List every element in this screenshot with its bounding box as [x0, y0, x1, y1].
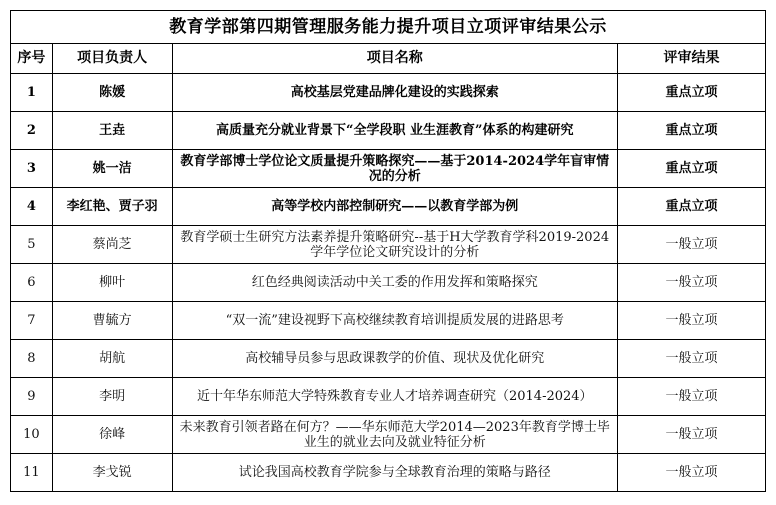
cell-project-name: 教育学部博士学位论文质量提升策略探究——基于2014-2024学年盲审情况的分析: [172, 150, 617, 188]
table-row: [11, 74, 766, 112]
table-title: 教育学部第四期管理服务能力提升项目立项评审结果公示: [11, 11, 766, 44]
cell-no: 1: [11, 74, 53, 112]
cell-result: 重点立项: [617, 188, 765, 226]
cell-result: 一般立项: [617, 226, 765, 264]
cell-project-name: 教育学硕士生研究方法素养提升策略研究--基于H大学教育学科2019-2024学年学位论文研究设计的分析: [172, 226, 617, 264]
cell-project-name: 高校辅导员参与思政课教学的价值、现状及优化研究: [172, 340, 617, 378]
table-row: [11, 416, 766, 454]
cell-project-name: 未来教育引领者路在何方？——华东师范大学2014—2023年教育学博士毕业生的就业去向及就业特征分析: [172, 416, 617, 454]
cell-leader: 曹毓方: [52, 302, 172, 340]
cell-project-name: 高等学校内部控制研究——以教育学部为例: [172, 188, 617, 226]
cell-no: 4: [11, 188, 53, 226]
cell-result: 一般立项: [617, 454, 765, 492]
cell-result: 一般立项: [617, 340, 765, 378]
cell-leader: 李戈锐: [52, 454, 172, 492]
cell-project-name: 红色经典阅读活动中关工委的作用发挥和策略探究: [172, 264, 617, 302]
cell-leader: 胡航: [52, 340, 172, 378]
cell-no: 5: [11, 226, 53, 264]
header-no: 序号: [11, 44, 53, 74]
cell-leader: 李红艳、贾子羽: [52, 188, 172, 226]
cell-no: 7: [11, 302, 53, 340]
cell-result: 一般立项: [617, 378, 765, 416]
cell-result: 重点立项: [617, 74, 765, 112]
cell-leader: 李明: [52, 378, 172, 416]
cell-result: 一般立项: [617, 302, 765, 340]
header-result: 评审结果: [617, 44, 765, 74]
cell-no: 11: [11, 454, 53, 492]
table-row: [11, 112, 766, 150]
cell-no: 2: [11, 112, 53, 150]
cell-no: 8: [11, 340, 53, 378]
cell-project-name: 高校基层党建品牌化建设的实践探索: [172, 74, 617, 112]
cell-no: 9: [11, 378, 53, 416]
table-row: [11, 378, 766, 416]
table-row: [11, 188, 766, 226]
cell-project-name: 近十年华东师范大学特殊教育专业人才培养调查研究（2014-2024）: [172, 378, 617, 416]
table-row: [11, 340, 766, 378]
header-leader: 项目负责人: [52, 44, 172, 74]
cell-result: 一般立项: [617, 264, 765, 302]
cell-leader: 徐峰: [52, 416, 172, 454]
cell-project-name: 高质量充分就业背景下“全学段职 业生涯教育”体系的构建研究: [172, 112, 617, 150]
cell-leader: 蔡尚芝: [52, 226, 172, 264]
table-row: [11, 226, 766, 264]
cell-project-name: 试论我国高校教育学院参与全球教育治理的策略与路径: [172, 454, 617, 492]
cell-leader: 王垚: [52, 112, 172, 150]
cell-no: 6: [11, 264, 53, 302]
table-row: [11, 150, 766, 188]
cell-no: 3: [11, 150, 53, 188]
cell-result: 重点立项: [617, 112, 765, 150]
cell-leader: 姚一洁: [52, 150, 172, 188]
table-row: [11, 302, 766, 340]
table-row: [11, 264, 766, 302]
cell-result: 重点立项: [617, 150, 765, 188]
cell-leader: 陈媛: [52, 74, 172, 112]
cell-no: 10: [11, 416, 53, 454]
cell-project-name: “双一流”建设视野下高校继续教育培训提质发展的进路思考: [172, 302, 617, 340]
results-table: [10, 10, 766, 492]
cell-leader: 柳叶: [52, 264, 172, 302]
cell-result: 一般立项: [617, 416, 765, 454]
table-row: [11, 454, 766, 492]
results-table-container: [10, 10, 766, 492]
header-project-name: 项目名称: [172, 44, 617, 74]
